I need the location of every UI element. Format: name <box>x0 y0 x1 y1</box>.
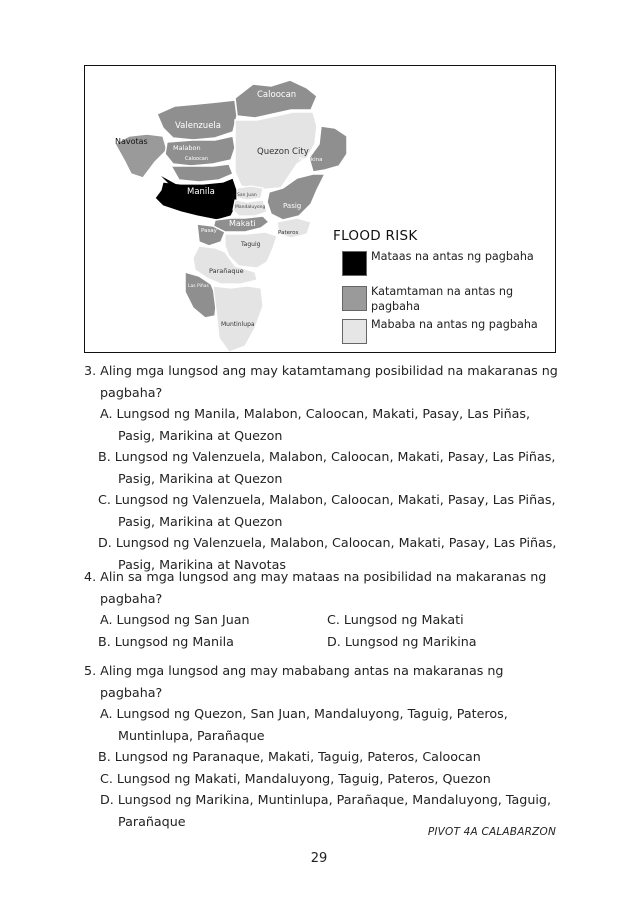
question-5-option-b[interactable]: B. Lungsod ng Paranaque, Makati, Taguig, Pateros, Caloocan <box>98 749 481 764</box>
map-label-pasay: Pasay <box>201 228 217 234</box>
map-label-caloocan-north: Caloocan <box>257 90 297 100</box>
legend-swatch-moderate <box>342 286 367 311</box>
map-label-malabon: Malabon <box>173 144 201 152</box>
question-5-stem-line1: 5. Aling mga lungsod ang may mababang antas na makaranas ng <box>84 663 504 678</box>
map-label-manila: Manila <box>187 187 215 197</box>
map-label-pateros: Pateros <box>278 230 299 236</box>
legend-label-low: Mababa na antas ng pagbaha <box>371 318 538 331</box>
question-4-stem <box>84 566 564 609</box>
region-manila <box>155 178 237 220</box>
question-4-option-b[interactable]: B. Lungsod ng Manila <box>98 633 234 649</box>
question-3-option-a[interactable]: A. Lungsod ng Manila, Malabon, Caloocan, Makati, Pasay, Las Piñas, <box>100 406 531 421</box>
question-3-stem-line1: 3. Aling mga lungsod ang may katamtamang posibilidad na makaranas ng <box>84 363 558 378</box>
page-number: 29 <box>310 851 328 866</box>
question-3-option-c-cont: Pasig, Marikina at Quezon <box>118 513 283 529</box>
question-3-option-b-cont: Pasig, Marikina at Quezon <box>118 470 283 486</box>
question-5-option-c[interactable]: C. Lungsod ng Makati, Mandaluyong, Taguig, Pateros, Quezon <box>100 770 491 786</box>
legend-label-moderate: Katamtaman na antas ng pagbaha <box>371 285 514 313</box>
question-4-options-row-1 <box>100 609 564 631</box>
question-5-option-a-cont: Muntinlupa, Parañaque <box>118 727 265 743</box>
question-5 <box>84 660 564 832</box>
question-4-option-d[interactable]: D. Lungsod ng Marikina <box>327 633 477 649</box>
question-3-option-d-cont: Pasig, Marikina at Navotas <box>118 556 286 572</box>
region-muntinlupa <box>213 286 263 352</box>
question-3-option-a-cont: Pasig, Marikina at Quezon <box>118 427 283 443</box>
legend-label-high: Mataas na antas ng pagbaha <box>371 250 534 263</box>
question-3-option-b[interactable]: B. Lungsod ng Valenzuela, Malabon, Caloocan, Makati, Pasay, Las Piñas, <box>98 449 556 464</box>
map-label-taguig: Taguig <box>241 241 261 248</box>
question-4-options-row-2 <box>98 631 564 653</box>
question-4-stem-line2: pagbaha? <box>100 590 163 606</box>
question-5-stem <box>84 660 564 703</box>
map-label-navotas: Navotas <box>115 137 148 146</box>
question-5-stem-line2: pagbaha? <box>100 684 163 700</box>
question-4-stem-line1: 4. Alin sa mga lungsod ang may mataas na posibilidad na makaranas ng <box>84 569 547 584</box>
question-4-option-a[interactable]: A. Lungsod ng San Juan <box>100 612 250 627</box>
map-label-san-juan: San Juan <box>237 193 257 198</box>
footer-source: PIVOT 4A CALABARZON <box>427 826 556 838</box>
legend-swatch-low <box>342 319 367 344</box>
flood-risk-map <box>84 65 556 353</box>
question-5-option-d-cont: Parañaque <box>118 813 186 829</box>
question-3-stem-line2: pagbaha? <box>100 384 163 400</box>
question-5-option-a[interactable]: A. Lungsod ng Quezon, San Juan, Mandaluyong, Taguig, Pateros, <box>100 706 508 721</box>
map-label-valenzuela: Valenzuela <box>175 121 221 131</box>
legend-title: FLOOD RISK <box>333 228 418 244</box>
map-label-paranaque: Parañaque <box>209 267 244 275</box>
map-label-makati: Makati <box>229 219 256 228</box>
map-label-caloocan-south: Caloocan <box>185 156 209 162</box>
question-4 <box>84 566 564 652</box>
question-3 <box>84 360 564 575</box>
question-3-stem <box>84 360 564 403</box>
map-label-quezon-city: Quezon City <box>257 147 309 157</box>
legend-swatch-high <box>342 251 367 276</box>
map-label-las-pinas: Las Piñas <box>188 284 209 289</box>
region-valenzuela <box>157 100 237 140</box>
map-label-mandaluyong: Mandaluyong <box>235 205 266 210</box>
question-3-option-d[interactable]: D. Lungsod ng Valenzuela, Malabon, Caloocan, Makati, Pasay, Las Piñas, <box>98 535 557 550</box>
region-caloocan-south <box>171 164 233 182</box>
map-label-pasig: Pasig <box>283 202 302 210</box>
map-label-muntinlupa: Muntinlupa <box>221 321 255 328</box>
question-4-option-c[interactable]: C. Lungsod ng Makati <box>327 612 464 627</box>
question-5-option-d[interactable]: D. Lungsod ng Marikina, Muntinlupa, Parañaque, Mandaluyong, Taguig, <box>100 792 551 807</box>
question-3-option-c[interactable]: C. Lungsod ng Valenzuela, Malabon, Caloocan, Makati, Pasay, Las Piñas, <box>98 492 556 507</box>
map-label-marikina: Marikina <box>299 157 323 163</box>
